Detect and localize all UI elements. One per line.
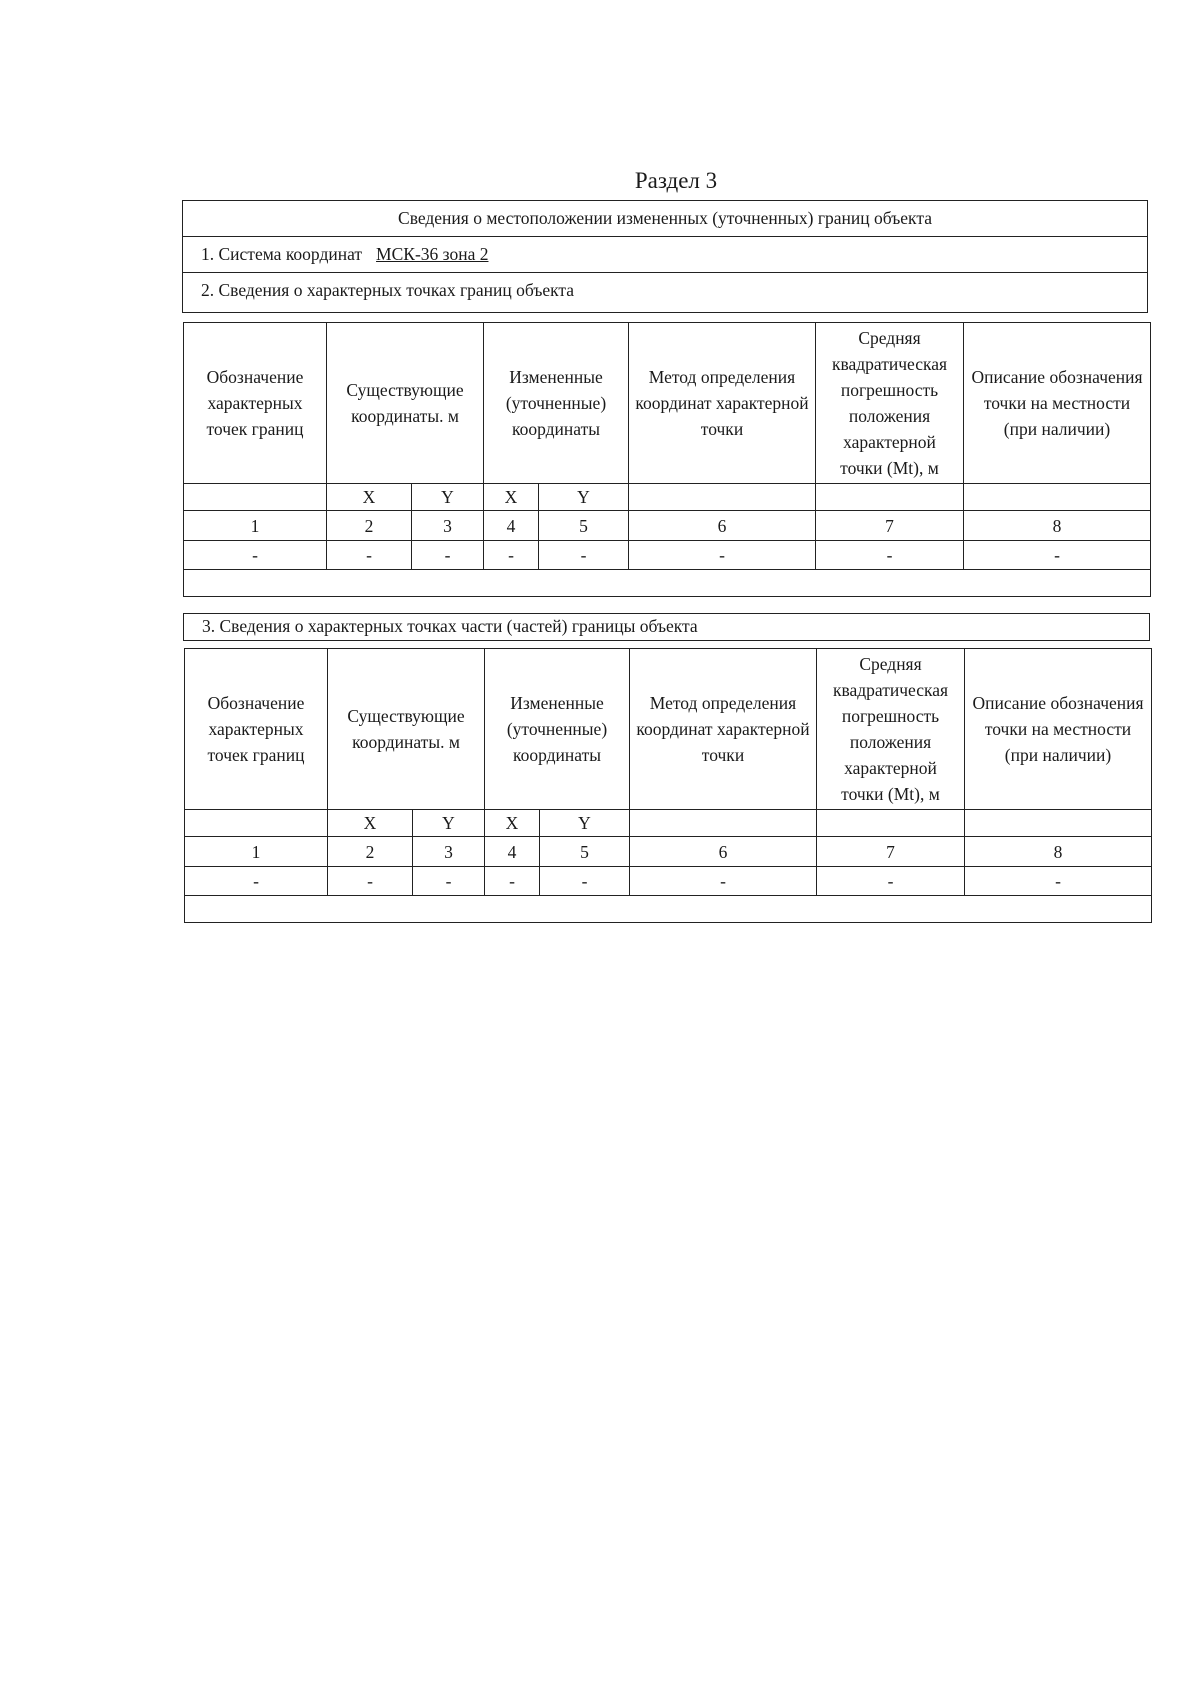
axis-row: [185, 810, 1152, 837]
column-number: 7: [817, 837, 965, 867]
col-header-method: Метод определения координат характерной точки: [630, 649, 817, 810]
table-cell: -: [630, 867, 817, 896]
axis-label: Y: [413, 810, 485, 837]
table-cell: -: [185, 867, 328, 896]
table-cell: -: [412, 541, 484, 570]
axis-label: X: [484, 484, 539, 511]
col-header-description: Описание обозначения точки на местности (при наличии): [964, 323, 1151, 484]
table-cell: [965, 810, 1152, 837]
column-number: 7: [816, 511, 964, 541]
column-number: 4: [484, 511, 539, 541]
column-number: 8: [964, 511, 1151, 541]
table-cell: [816, 484, 964, 511]
table-cell: -: [485, 867, 540, 896]
table-cell: [184, 484, 327, 511]
table-cell: -: [484, 541, 539, 570]
axis-row: [184, 484, 1151, 511]
boundary-points-table: [183, 322, 1151, 597]
column-number: 3: [412, 511, 484, 541]
col-header-error: Средняя квадратическая погрешность положения характерной точки (Mt), м: [817, 649, 965, 810]
table-cell: [630, 810, 817, 837]
col-header-changed: Измененные (уточненные) координаты: [485, 649, 630, 810]
axis-label: Y: [540, 810, 630, 837]
axis-label: Y: [539, 484, 629, 511]
axis-label: X: [328, 810, 413, 837]
table-cell: [964, 484, 1151, 511]
table-cell: -: [184, 541, 327, 570]
empty-row: [184, 570, 1151, 597]
column-number: 1: [184, 511, 327, 541]
col-header-description: Описание обозначения точки на местности (при наличии): [965, 649, 1152, 810]
table-row: [184, 541, 1151, 570]
column-number: 5: [540, 837, 630, 867]
axis-label: Y: [412, 484, 484, 511]
column-number: 6: [630, 837, 817, 867]
col-header-designation: Обозначение характерных точек границ: [184, 323, 327, 484]
col-header-existing: Существующие координаты. м: [327, 323, 484, 484]
column-number: 3: [413, 837, 485, 867]
part-boundary-points-table: [184, 648, 1152, 923]
table-cell: [185, 896, 1152, 923]
column-number: 5: [539, 511, 629, 541]
col-header-error: Средняя квадратическая погрешность положения характерной точки (Mt), м: [816, 323, 964, 484]
table-cell: -: [413, 867, 485, 896]
col-header-designation: Обозначение характерных точек границ: [185, 649, 328, 810]
col-header-existing: Существующие координаты. м: [328, 649, 485, 810]
column-number: 2: [327, 511, 412, 541]
table-row: [185, 867, 1152, 896]
coordinate-system-label: 1. Система координат: [201, 244, 363, 264]
table-cell: [185, 810, 328, 837]
table-cell: -: [327, 541, 412, 570]
section-header-box: [182, 200, 1148, 313]
column-number: 8: [965, 837, 1152, 867]
column-number: 1: [185, 837, 328, 867]
table-cell: -: [539, 541, 629, 570]
column-number: 6: [629, 511, 816, 541]
empty-row: [185, 896, 1152, 923]
table-cell: -: [816, 541, 964, 570]
main-title: Сведения о местоположении измененных (уточненных) границ объекта: [183, 201, 1147, 237]
section3-title: 3. Сведения о характерных точках части (частей) границы объекта: [183, 613, 1150, 641]
table-cell: -: [328, 867, 413, 896]
table-cell: -: [629, 541, 816, 570]
column-number: 4: [485, 837, 540, 867]
table-header-row: [185, 649, 1152, 810]
page-title: Раздел 3: [634, 168, 718, 193]
column-number: 2: [328, 837, 413, 867]
table-cell: [184, 570, 1151, 597]
table-cell: [817, 810, 965, 837]
axis-label: X: [485, 810, 540, 837]
col-header-method: Метод определения координат характерной точки: [629, 323, 816, 484]
axis-label: X: [327, 484, 412, 511]
coordinate-system-row: [183, 237, 1147, 273]
table-cell: [629, 484, 816, 511]
table-cell: -: [965, 867, 1152, 896]
column-number-row: [184, 511, 1151, 541]
table-cell: -: [817, 867, 965, 896]
coordinate-system-value: МСК-36 зона 2: [376, 244, 489, 264]
section2-title: 2. Сведения о характерных точках границ объекта: [201, 280, 575, 300]
table-cell: -: [540, 867, 630, 896]
table-cell: -: [964, 541, 1151, 570]
col-header-changed: Измененные (уточненные) координаты: [484, 323, 629, 484]
column-number-row: [185, 837, 1152, 867]
table-header-row: [184, 323, 1151, 484]
